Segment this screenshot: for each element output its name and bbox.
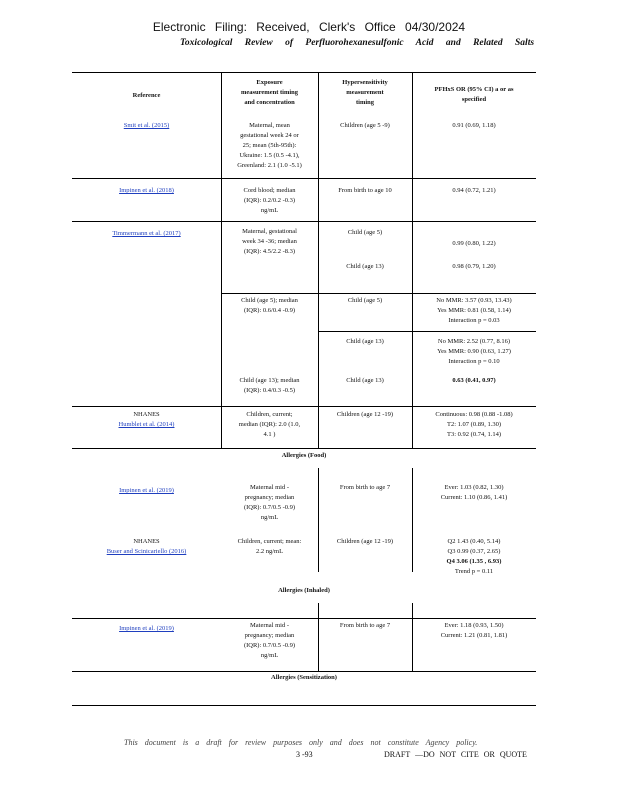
exposure-cell: Maternal, gestational week 34 -36; median (IQR): 4.5/2.2 -8.3) [242,228,297,255]
reference-link[interactable]: Buser and Scinicariello (2016) [106,548,187,555]
header-exposure: Exposure measurement timing and concentration [240,79,299,106]
reference-link[interactable]: Impinen et al. (2019) [119,625,174,632]
reference-cell: NHANES Buser and Scinicariello (2016) [72,537,221,557]
reference-link[interactable]: Smit et al. (2015) [123,122,170,129]
header-pfhxs: PFHxS OR (95% CI) a or as specified [434,86,514,103]
reference-link[interactable]: Humblet et al. (2014) [118,421,175,428]
timing-cell: Child (age 13) [346,377,384,384]
exposure-cell: Child (age 13); median (IQR): 0.4/0.3 -0.5) [239,377,300,394]
result-cell: Ever: 1.18 (0.93, 1.50) Current: 1.21 (0.81, 1.81) [440,622,508,639]
draft-notice: DRAFT —DO NOT CITE OR QUOTE [384,750,527,759]
result-cell: No MMR: 3.57 (0.93, 13.43) Yes MMR: 0.81 (0.58, 1.14) Interaction p = 0.03 [436,297,512,324]
document-subtitle: Toxicological Review of Perfluorohexanesulfonic Acid and Related Salts [180,38,535,48]
timing-cell: From birth to age 7 [339,484,391,491]
timing-cell: Child (age 13) [346,338,384,345]
filing-header: Electronic Filing: Received, Clerk's Office 04/30/2024 [152,20,466,34]
exposure-cell: Maternal mid - pregnancy; median (IQR): 0.7/0.5 -0.9) ng/mL [243,622,296,659]
section-heading-sensitization: Allergies (Sensitization) [271,674,337,681]
header-reference: Reference [132,92,161,99]
result-cell: Ever: 1.03 (0.82, 1.30) Current: 1.10 (0.86, 1.41) [440,484,508,501]
draft-disclaimer: This document is a draft for review purposes only and does not constitute Agency policy. [124,738,478,747]
result-cell: 0.63 (0.41, 0.97) [452,377,496,384]
reference-link[interactable]: Impinen et al. (2019) [119,487,174,494]
results-table [72,72,536,706]
exposure-cell: Children, current; mean: 2.2 ng/mL [237,538,302,555]
reference-link[interactable]: Timmermann et al. (2017) [112,230,181,237]
section-heading-food: Allergies (Food) [281,452,327,459]
exposure-cell: Children, current; median (IQR): 2.0 (1.0, 4.1 ) [238,411,301,438]
header-hypersensitivity: Hypersensitivity measurement timing [342,79,388,106]
exposure-cell: Maternal, mean gestational week 24 or 25; mean (5th-95th): Ukraine: 1.5 (0.5 -4.1), Greenland: 2.1 (1.0 -5.1) [237,122,302,169]
result-cell: Continuous: 0.98 (0.88 -1.08) T2: 1.07 (0.89, 1.30) T3: 0.92 (0.74, 1.14) [435,411,513,438]
timing-cell: Children (age 12 -19) [336,538,394,545]
timing-cell: From birth to age 10 [338,187,392,194]
result-cell: 0.91 (0.69, 1.18) [452,122,496,129]
page-number: 3 -93 [296,750,313,759]
exposure-cell: Cord blood; median (IQR): 0.2/0.2 -0.3) ng/mL [243,187,296,214]
section-heading-inhaled: Allergies (Inhaled) [278,587,330,594]
timing-cell: Children (age 5 -9) [340,122,390,129]
result-cell: 0.94 (0.72, 1.21) [452,187,496,194]
exposure-cell: Maternal mid - pregnancy; median (IQR): 0.7/0.5 -0.9) ng/mL [243,484,296,521]
timing-cell: Child (age 5) [347,229,383,236]
timing-cell: From birth to age 7 [339,622,391,629]
timing-cell: Child (age 5) [347,297,383,304]
timing-cell: Children (age 12 -19) [336,411,394,418]
result-cell: 0.99 (0.80, 1.22) [452,240,496,247]
reference-link[interactable]: Impinen et al. (2018) [119,187,174,194]
exposure-cell: Child (age 5); median (IQR): 0.6/0.4 -0.9) [241,297,298,314]
reference-cell: NHANES Humblet et al. (2014) [72,410,221,430]
result-cell: No MMR: 2.52 (0.77, 8.16) Yes MMR: 0.90 (0.63, 1.27) Interaction p = 0.10 [437,338,511,365]
result-cell: 0.98 (0.79, 1.20) [452,263,496,270]
result-cell: Q2 1.43 (0.40, 5.14) Q3 0.99 (0.37, 2.65) Q4 3.06 (1.35 , 6.93) Trend p = 0.11 [446,538,502,575]
timing-cell: Child (age 13) [346,263,384,270]
